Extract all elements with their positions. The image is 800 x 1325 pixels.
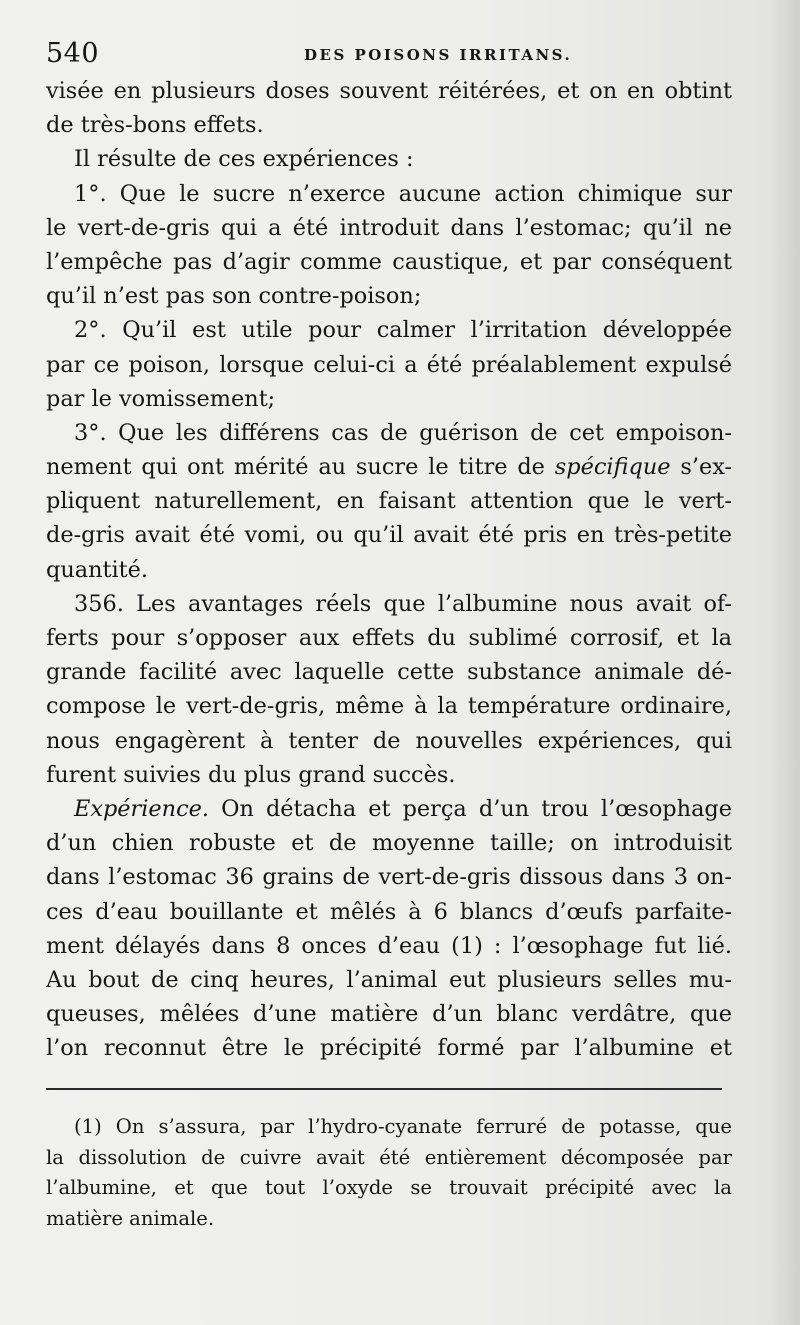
text-line: qu’il n’est pas son contre-poison; xyxy=(46,283,422,310)
text-line: nous engagèrent à tenter de nouvelles expériences, qui xyxy=(46,727,732,754)
text-line: d’un chien robuste et de moyenne taille; on introduisit xyxy=(46,830,732,857)
text-line: l’on reconnut être le précipité formé par l’albumine et xyxy=(46,1035,732,1062)
footnote-divider xyxy=(46,1088,722,1090)
italic-term: spécifique xyxy=(554,454,671,481)
text-line: Il résulte de ces expériences : xyxy=(74,146,414,173)
text-line: 3°. Que les différens cas de guérison de cet empoison- xyxy=(74,419,732,446)
italic-term: Expérience. xyxy=(74,795,209,822)
text-line: l’empêche pas d’agir comme caustique, et par conséquent xyxy=(46,248,732,275)
footnote-line: (1) On s’assura, par l’hydro-cyanate ferruré de potasse, que xyxy=(74,1115,732,1138)
footnote-line: matière animale. xyxy=(46,1206,215,1230)
page-header xyxy=(46,38,736,72)
text-line: visée en plusieurs doses souvent réitérées, et on en obtint xyxy=(46,78,732,104)
text-line: par le vomissement; xyxy=(46,385,276,412)
text-line: 2°. Qu’il est utile pour calmer l’irritation développée xyxy=(74,317,732,344)
body-text xyxy=(46,74,732,1065)
text-line xyxy=(46,450,732,484)
text-line: pliquent naturellement, en faisant attention que le vert- xyxy=(46,488,732,515)
text-segment: nement qui ont mérité au sucre le titre de xyxy=(46,454,555,481)
text-line: ces d’eau bouillante et mêlés à 6 blancs d’œufs parfaite- xyxy=(46,898,732,925)
running-head: DES POISONS IRRITANS. xyxy=(304,46,573,64)
text-line: ferts pour s’opposer aux effets du sublimé corrosif, et la xyxy=(46,625,732,651)
text-line: quantité. xyxy=(46,556,149,583)
text-line: Au bout de cinq heures, l’animal eut plusieurs selles mu- xyxy=(46,966,732,993)
text-line: de très-bons effets. xyxy=(46,112,264,139)
text-line: grande facilité avec laquelle cette substance animale dé- xyxy=(46,659,732,686)
footnote-line: l’albumine, et que tout l’oxyde se trouvait précipité avec la xyxy=(46,1176,732,1199)
text-line: le vert-de-gris qui a été introduit dans l’estomac; qu’il ne xyxy=(46,214,732,241)
text-line: par ce poison, lorsque celui-ci a été préalablement expulsé xyxy=(46,351,732,378)
text-line: furent suivies du plus grand succès. xyxy=(46,761,456,788)
text-line: dans l’estomac 36 grains de vert-de-gris dissous dans 3 on- xyxy=(46,864,732,891)
footnote xyxy=(46,1112,732,1234)
text-segment: On détacha et perça d’un trou l’œsophage xyxy=(209,795,732,822)
text-line: compose le vert-de-gris, même à la température ordinaire, xyxy=(46,693,732,720)
text-segment: s’ex- xyxy=(670,454,732,481)
page-number: 540 xyxy=(46,38,100,69)
text-line: de-gris avait été vomi, ou qu’il avait été pris en très-petite xyxy=(46,522,732,549)
text-line xyxy=(46,792,732,826)
footnote-line: la dissolution de cuivre avait été entièrement décomposée par xyxy=(46,1145,732,1169)
text-line: 1°. Que le sucre n’exerce aucune action chimique sur xyxy=(74,180,732,207)
text-line: queuses, mêlées d’une matière d’un blanc verdâtre, que xyxy=(46,1001,732,1028)
text-line: 356. Les avantages réels que l’albumine nous avait of- xyxy=(74,590,732,617)
text-line: ment délayés dans 8 onces d’eau (1) : l’œsophage fut lié. xyxy=(46,932,732,959)
